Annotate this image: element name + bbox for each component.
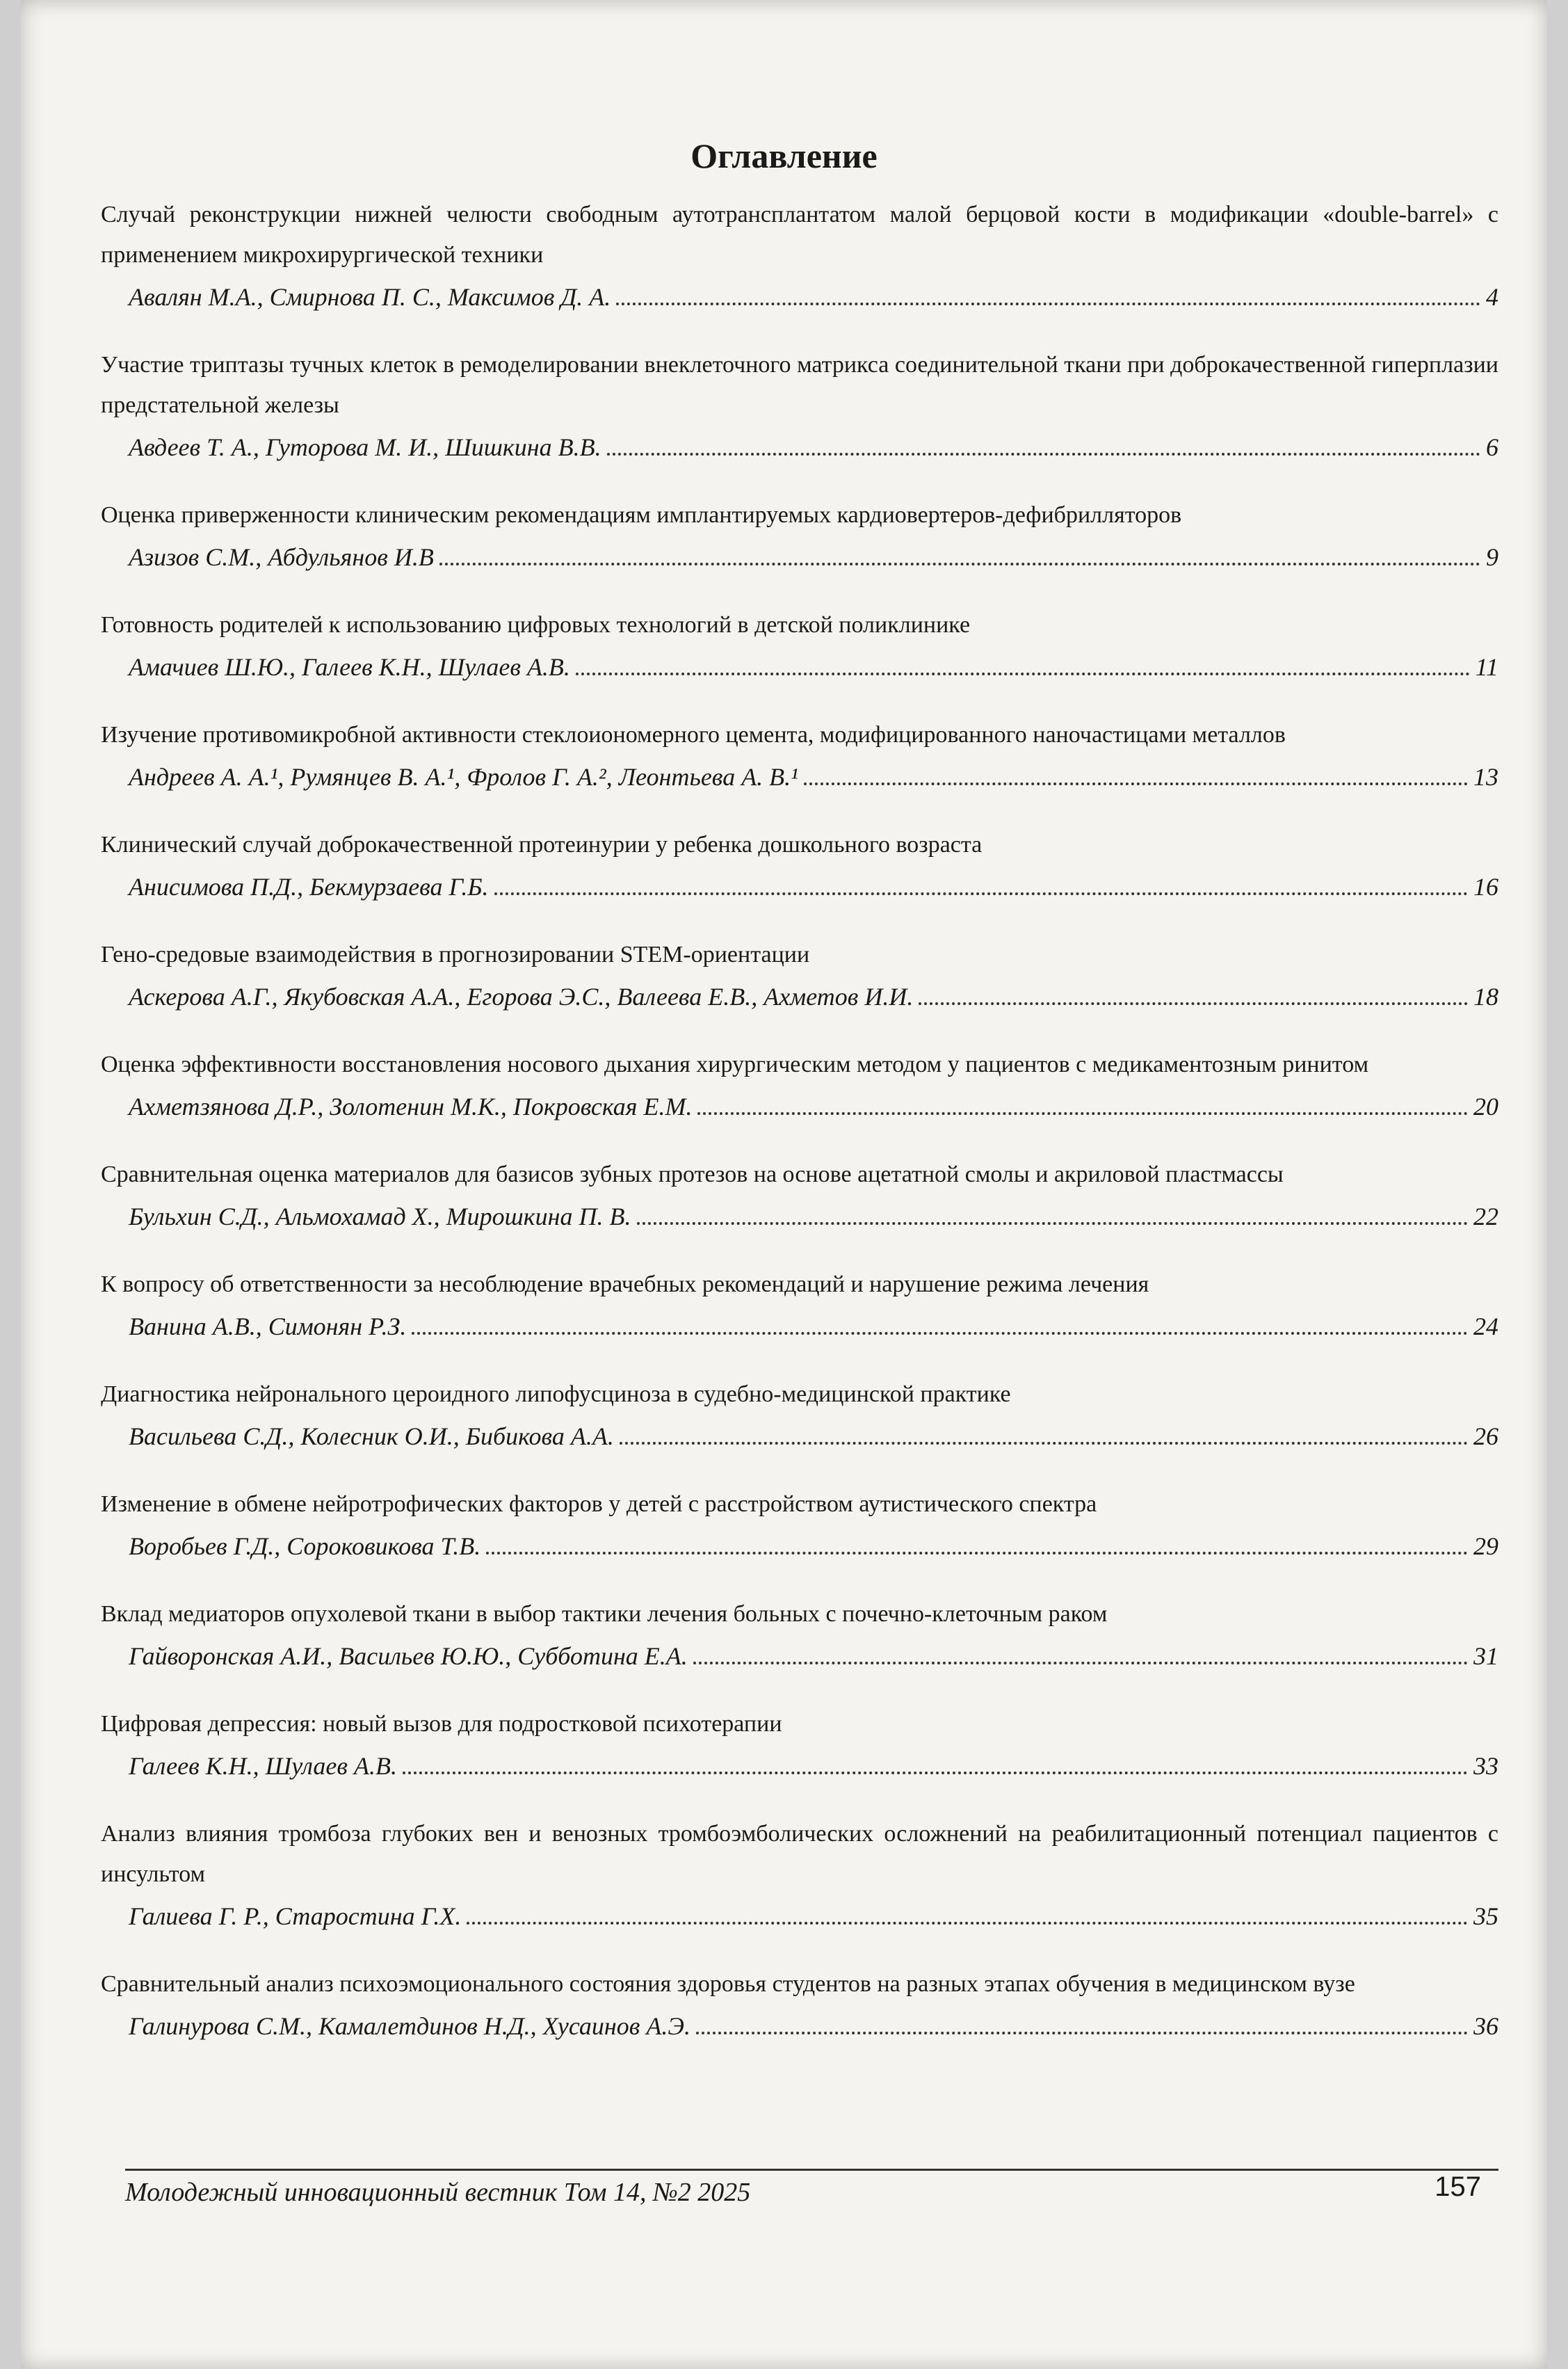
entry-page: 24 — [1473, 1312, 1498, 1340]
page-title: Оглавление — [690, 136, 878, 175]
dot-leader — [494, 892, 1468, 895]
entry-authors: Анисимова П.Д., Бекмурзаева Г.Б. — [129, 873, 489, 901]
entry-title: Оценка приверженности клиническим рекомендациям имплантируемых кардиовертеров-дефибрилляторов — [101, 502, 1182, 528]
entry-line — [101, 1525, 1498, 1568]
entry-title: Изучение противомикробной активности стеклоиономерного цемента, модифицированного наночастицами металлов — [101, 722, 1286, 748]
entry-authors: Галеев К.Н., Шулаев А.В. — [129, 1752, 397, 1780]
entry-authors: Васильева С.Д., Колесник О.И., Бибикова А.А. — [129, 1422, 614, 1450]
entry-line — [101, 1635, 1498, 1678]
dot-leader — [697, 1112, 1468, 1115]
entry-title: Готовность родителей к использованию цифровых технологий в детской поликлинике — [101, 612, 971, 638]
entry-line — [101, 1085, 1498, 1128]
toc-entry — [101, 1484, 1498, 1568]
entry-page: 4 — [1486, 283, 1498, 311]
entry-authors: Ахметзянова Д.Р., Золотенин М.К., Покровская Е.М. — [129, 1093, 693, 1121]
dot-leader — [616, 303, 1480, 305]
entry-authors: Галиева Г. Р., Старостина Г.Х. — [129, 1902, 462, 1930]
toc-entry — [101, 1264, 1498, 1348]
toc-entry — [101, 605, 1498, 689]
entry-page: 18 — [1473, 983, 1498, 1011]
entry-page: 31 — [1473, 1642, 1498, 1670]
entry-title: Сравнительная оценка материалов для базисов зубных протезов на основе ацетатной смолы и акриловой пластмассы — [101, 1162, 1284, 1187]
entry-title: Анализ влияния тромбоза глубоких вен и венозных тромбоэмболических осложнений на реабилитационный потенциал пациентов с инсультом — [101, 1821, 1498, 1887]
entry-title: Случай реконструкции нижней челюсти свободным аутотрансплантатом малой берцовой кости в модификации «double-barrel» с применением микрохирургической техники — [101, 202, 1498, 268]
entry-authors: Авдеев Т. А., Гуторова М. И., Шишкина В.В. — [129, 433, 601, 461]
table-of-contents — [101, 195, 1498, 2074]
entry-line — [101, 1895, 1498, 1938]
entry-line — [101, 645, 1498, 689]
entry-line — [101, 755, 1498, 798]
entry-line — [101, 975, 1498, 1018]
dot-leader — [637, 1222, 1469, 1225]
entry-line — [101, 1744, 1498, 1788]
entry-authors: Ванина А.В., Симонян Р.З. — [129, 1312, 407, 1340]
dot-leader — [607, 453, 1480, 456]
page-number: 157 — [1434, 2171, 1481, 2202]
entry-page: 35 — [1473, 1902, 1498, 1930]
entry-page: 33 — [1473, 1752, 1498, 1780]
entry-page: 9 — [1486, 543, 1498, 571]
entry-page: 36 — [1473, 2012, 1498, 2040]
toc-entry — [101, 345, 1498, 469]
entry-page: 16 — [1473, 873, 1498, 901]
dot-leader — [412, 1332, 1468, 1335]
dot-leader — [486, 1552, 1468, 1555]
dot-leader — [696, 2032, 1468, 2034]
document-page — [21, 0, 1547, 2369]
entry-page: 13 — [1473, 763, 1498, 791]
dot-leader — [620, 1442, 1468, 1445]
entry-title: Изменение в обмене нейротрофических факторов у детей с расстройством аутистического спектра — [101, 1491, 1097, 1517]
toc-entry — [101, 1964, 1498, 2048]
entry-title: К вопросу об ответственности за несоблюдение врачебных рекомендаций и нарушение режима лечения — [101, 1271, 1149, 1297]
entry-line — [101, 865, 1498, 908]
dot-leader — [693, 1662, 1468, 1664]
toc-entry — [101, 715, 1498, 798]
entry-line — [101, 275, 1498, 319]
dot-leader — [919, 1002, 1468, 1005]
entry-line — [101, 2005, 1498, 2048]
entry-page: 11 — [1475, 653, 1498, 681]
toc-entry — [101, 495, 1498, 579]
entry-authors: Аскерова А.Г., Якубовская А.А., Егорова Э.С., Валеева Е.В., Ахметов И.И. — [129, 983, 914, 1011]
entry-authors: Азизов С.М., Абдульянов И.В — [129, 543, 434, 571]
entry-page: 20 — [1473, 1093, 1498, 1121]
entry-authors: Бульхин С.Д., Альмохамад Х., Мирошкина П. В. — [129, 1203, 631, 1230]
entry-authors: Галинурова С.М., Камалетдинов Н.Д., Хусаинов А.Э. — [129, 2012, 690, 2040]
toc-entry — [101, 1704, 1498, 1788]
dot-leader — [804, 782, 1468, 785]
toc-entry — [101, 1374, 1498, 1458]
dot-leader — [439, 563, 1480, 565]
toc-entry — [101, 1814, 1498, 1938]
entry-title: Диагностика нейронального цероидного липофусциноза в судебно-медицинской практике — [101, 1381, 1011, 1407]
entry-page: 22 — [1473, 1203, 1498, 1230]
entry-title: Вклад медиаторов опухолевой ткани в выбор тактики лечения больных с почечно-клеточным раком — [101, 1601, 1108, 1627]
entry-title: Цифровая депрессия: новый вызов для подростковой психотерапии — [101, 1711, 782, 1737]
entry-title: Сравнительный анализ психоэмоционального состояния здоровья студентов на разных этапах обучения в медицинском вузе — [101, 1971, 1355, 1997]
entry-page: 29 — [1473, 1532, 1498, 1560]
entry-authors: Гайворонская А.И., Васильев Ю.Ю., Субботина Е.А. — [129, 1642, 688, 1670]
entry-line — [101, 426, 1498, 469]
dot-leader — [576, 673, 1470, 675]
dot-leader — [467, 1922, 1468, 1925]
entry-line — [101, 1415, 1498, 1458]
entry-authors: Авалян М.А., Смирнова П. С., Максимов Д. А. — [129, 283, 611, 311]
entry-authors: Воробьев Г.Д., Сороковикова Т.В. — [129, 1532, 481, 1560]
entry-page: 6 — [1486, 433, 1498, 461]
entry-line — [101, 1305, 1498, 1348]
journal-footer: Молодежный инновационный вестник Том 14, №2 2025 — [125, 2178, 751, 2207]
entry-title: Участие триптазы тучных клеток в ремоделировании внеклеточного матрикса соединительной ткани при доброкачественной гиперплазии предстательной железы — [101, 352, 1498, 418]
toc-entry — [101, 1045, 1498, 1128]
entry-page: 26 — [1473, 1422, 1498, 1450]
footer-divider — [125, 2169, 1498, 2171]
toc-entry — [101, 1155, 1498, 1238]
entry-line — [101, 536, 1498, 579]
toc-entry — [101, 935, 1498, 1018]
entry-authors: Андреев А. А.¹, Румянцев В. А.¹, Фролов Г. А.², Леонтьева А. В.¹ — [129, 763, 798, 791]
entry-title: Оценка эффективности восстановления носового дыхания хирургическим методом у пациентов с медикаментозным ринитом — [101, 1052, 1369, 1077]
entry-authors: Амачиев Ш.Ю., Галеев К.Н., Шулаев А.В. — [129, 653, 570, 681]
toc-entry — [101, 825, 1498, 908]
dot-leader — [403, 1772, 1468, 1774]
entry-title: Клинический случай доброкачественной протеинурии у ребенка дошкольного возраста — [101, 832, 983, 858]
entry-title: Гено-средовые взаимодействия в прогнозировании STEM-ориентации — [101, 942, 810, 967]
toc-entry — [101, 195, 1498, 319]
entry-line — [101, 1195, 1498, 1238]
toc-entry — [101, 1594, 1498, 1678]
